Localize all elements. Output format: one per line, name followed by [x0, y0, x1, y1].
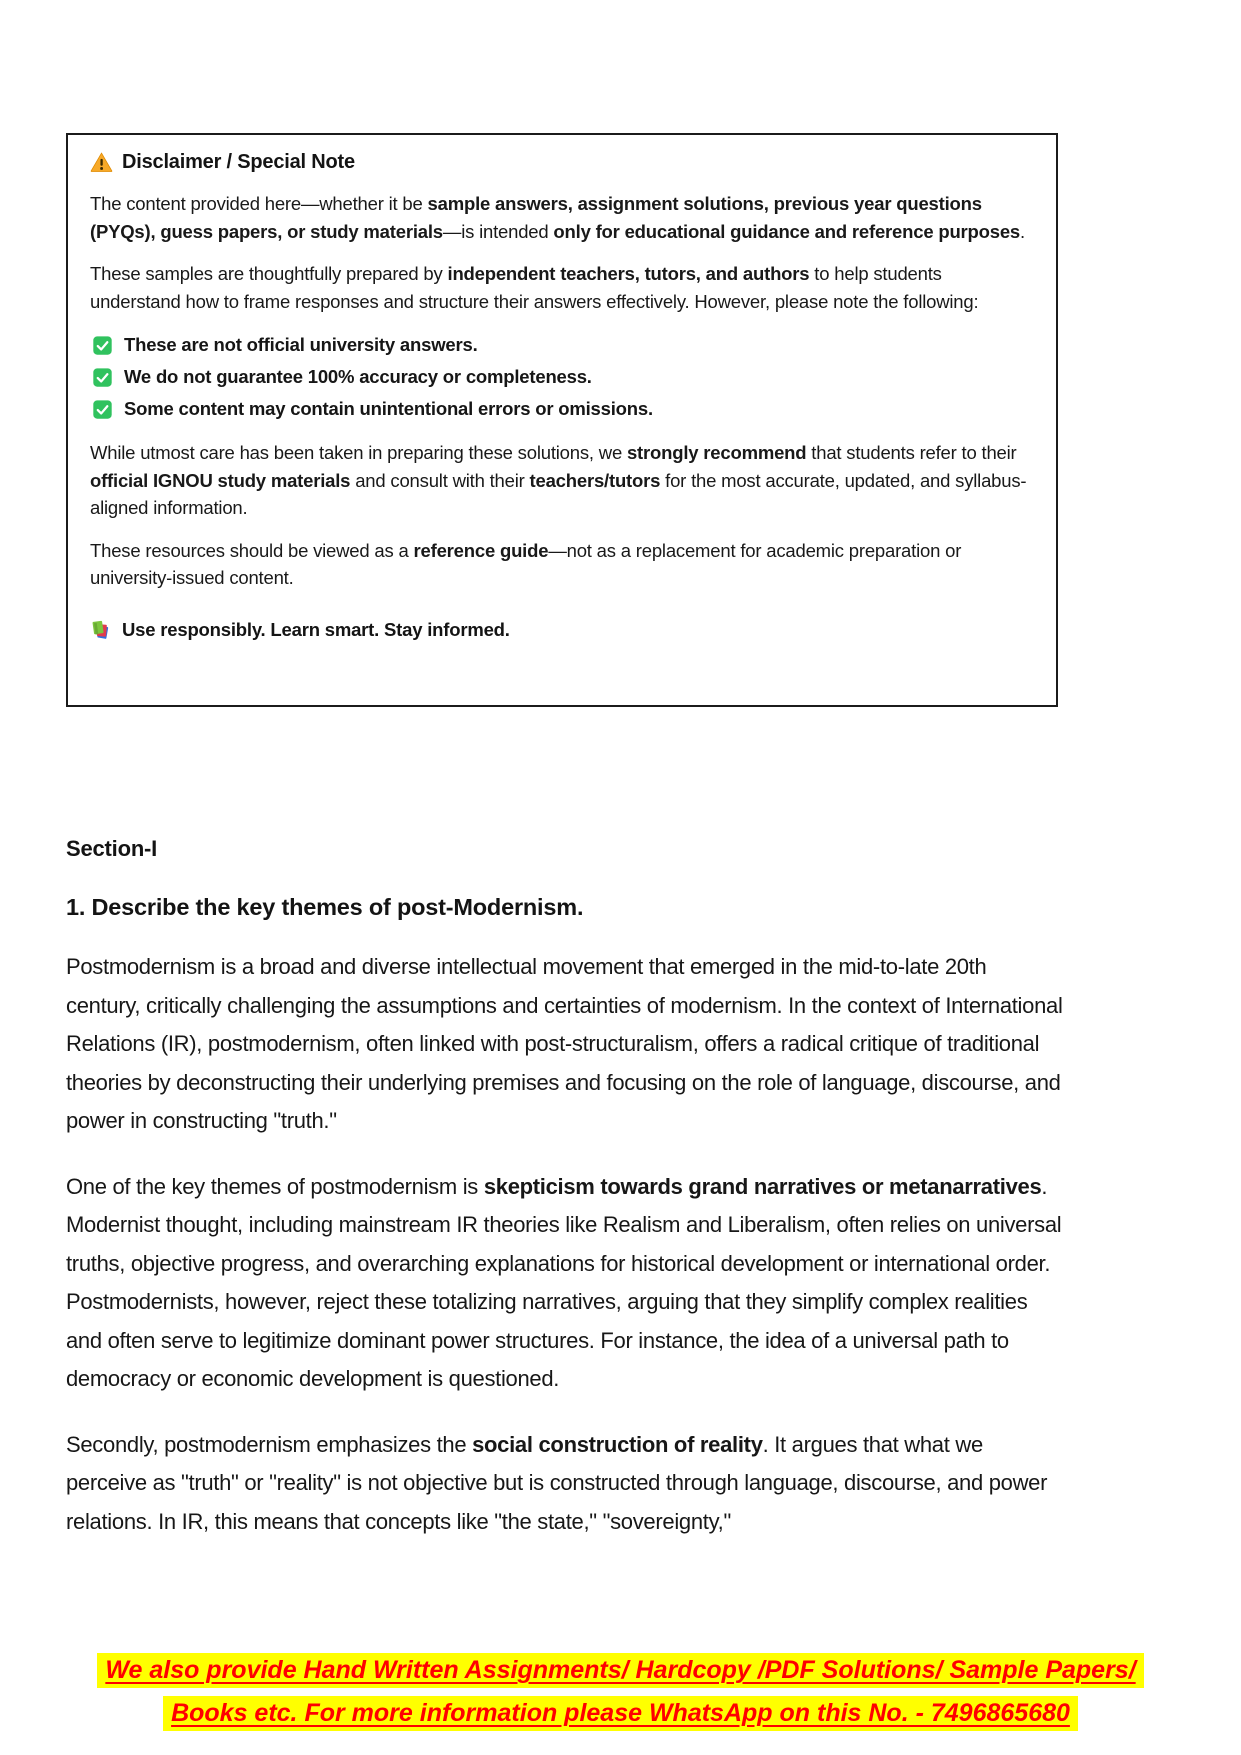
checklist-item [92, 398, 1034, 420]
checklist-item-label: We do not guarantee 100% accuracy or completeness. [124, 366, 592, 387]
promo-footer [0, 1652, 1241, 1738]
answer-body [66, 836, 1066, 1541]
checklist-item-label: These are not official university answers. [124, 334, 478, 355]
checklist-item [92, 334, 1034, 356]
section-heading: Section-I [66, 836, 158, 861]
disclaimer-paragraph-intro: The content provided here—whether it be sample answers, assignment solutions, previous year questions (PYQs), guess papers, or study materials—is intended only for educational guidance and reference purposes. [90, 193, 1025, 242]
disclaimer-paragraph-reference: These resources should be viewed as a reference guide—not as a replacement for academic preparation or university-issued content. [90, 539, 962, 588]
green-check-icon [92, 335, 113, 356]
green-check-icon [92, 367, 113, 388]
disclaimer-title: Disclaimer / Special Note [122, 151, 355, 173]
disclaimer-title-row [90, 151, 1034, 174]
paragraph-postmodernism-intro: Postmodernism is a broad and diverse intellectual movement that emerged in the mid-to-late 20th century, critically challenging the assumptions and certainties of modernism. In the context of International Relations (IR), postmodernism, often linked with post-structuralism, offers a radical critique of traditional theories by deconstructing their underlying premises and focusing on the role of language, discourse, and power in constructing "truth." [66, 954, 1063, 1133]
disclaimer-checklist [92, 334, 1034, 420]
disclaimer-box [66, 133, 1058, 707]
disclaimer-paragraph-care: While utmost care has been taken in preparing these solutions, we strongly recommend that students refer to their official IGNOU study materials and consult with their teachers/tutors for the most accurate, updated, and syllabus-aligned information. [90, 442, 1027, 518]
use-note-row [90, 619, 1034, 641]
checklist-item [92, 366, 1034, 388]
books-icon [90, 619, 112, 641]
promo-footer-line-2: Books etc. For more information please WhatsApp on this No. - 7496865680 [0, 1695, 1241, 1731]
disclaimer-paragraph-prepared: These samples are thoughtfully prepared by independent teachers, tutors, and authors to help students understand how to frame responses and structure their answers effectively. However, please note the following: [90, 263, 979, 312]
promo-footer-line-1: We also provide Hand Written Assignments/ Hardcopy /PDF Solutions/ Sample Papers/ [0, 1652, 1241, 1688]
question-heading: 1. Describe the key themes of post-Modernism. [66, 894, 584, 920]
warning-triangle-icon [90, 151, 113, 174]
use-note-text: Use responsibly. Learn smart. Stay informed. [122, 618, 510, 640]
paragraph-social-construction: Secondly, postmodernism emphasizes the social construction of reality. It argues that what we perceive as "truth" or "reality" is not objective but is constructed through language, discourse, and power relations. In IR, this means that concepts like "the state," "sovereignty," [66, 1431, 1048, 1534]
checklist-item-label: Some content may contain unintentional errors or omissions. [124, 398, 653, 419]
green-check-icon [92, 399, 113, 420]
paragraph-grand-narratives: One of the key themes of postmodernism is skepticism towards grand narratives or metanarratives. Modernist thought, including mainstream IR theories like Realism and Liberalism, often relies on universal truths, objective progress, and overarching explanations for historical development or international order. Postmodernists, however, reject these totalizing narratives, arguing that they simplify complex realities and often serve to legitimize dominant power structures. For instance, the idea of a universal path to democracy or economic development is questioned. [66, 1173, 1062, 1391]
